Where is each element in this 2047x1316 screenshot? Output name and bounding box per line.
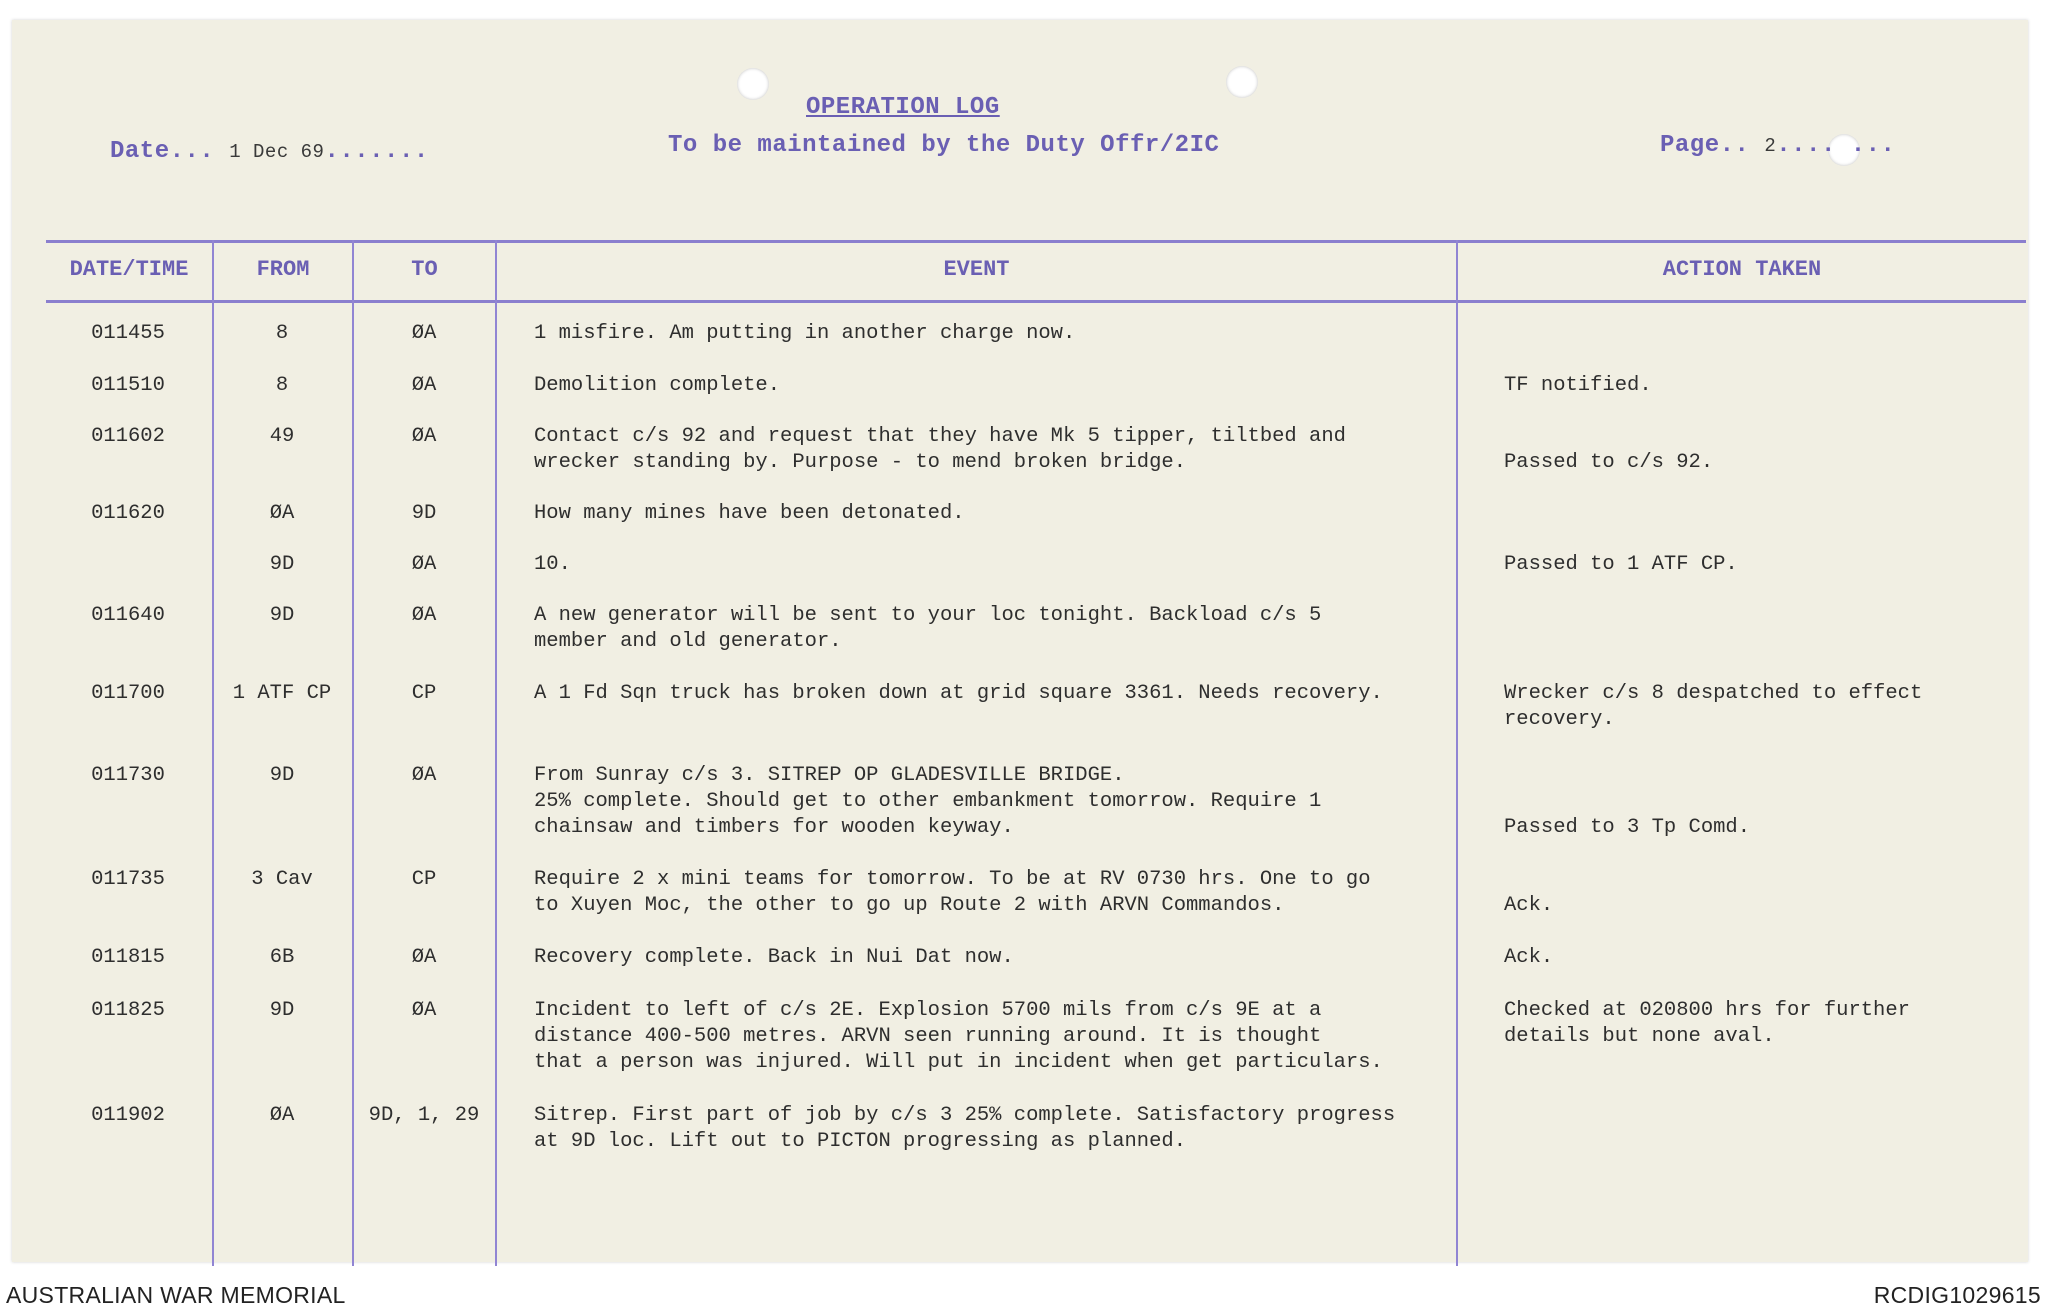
cell-to: ØA — [411, 374, 437, 397]
punch-hole-middle — [1226, 66, 1258, 98]
cell-action: Ack. — [1504, 946, 1554, 969]
page-title: OPERATION LOG — [806, 94, 1000, 121]
column-header-datetime: DATE/TIME — [69, 257, 189, 282]
cell-event: Contact c/s 92 and request that they have Mk 5 tipper, tiltbed and wrecker standing by. Purpose - to mend broken bridge. — [534, 425, 1346, 474]
cell-from: 1 ATF CP — [232, 682, 332, 705]
page-number-field — [1660, 132, 1895, 159]
cell-datetime: 011640 — [91, 604, 165, 627]
date-field — [110, 138, 429, 165]
page-label: Page — [1660, 132, 1720, 159]
cell-datetime: 011735 — [91, 868, 165, 891]
cell-to: ØA — [411, 999, 437, 1022]
cell-to: ØA — [411, 946, 437, 969]
cell-event: 1 misfire. Am putting in another charge now. — [534, 322, 1076, 345]
cell-to: ØA — [411, 322, 437, 345]
cell-event: Sitrep. First part of job by c/s 3 25% complete. Satisfactory progress at 9D loc. Lift out to PICTON progressing as planned. — [534, 1104, 1396, 1153]
cell-action: Passed to 3 Tp Comd. — [1504, 816, 1751, 839]
cell-event: 10. — [534, 553, 571, 576]
date-dots-trailing: ....... — [324, 138, 429, 165]
cell-to: ØA — [411, 425, 437, 448]
cell-action: Checked at 020800 hrs for further details but none aval. — [1504, 999, 1910, 1048]
cell-event: Require 2 x mini teams for tomorrow. To be at RV 0730 hrs. One to go to Xuyen Moc, the other to go up Route 2 with ARVN Commandos. — [534, 868, 1371, 917]
date-label: Date — [110, 138, 170, 165]
cell-datetime: 011815 — [91, 946, 165, 969]
page-subtitle: To be maintained by the Duty Offr/2IC — [668, 132, 1220, 159]
cell-event: From Sunray c/s 3. SITREP OP GLADESVILLE BRIDGE. 25% complete. Should get to other embankment tomorrow. Require 1 chainsaw and timbers for wooden keyway. — [534, 764, 1322, 839]
page-dots: .. — [1719, 132, 1765, 159]
date-value: 1 Dec 69 — [229, 141, 325, 163]
column-header-from: FROM — [256, 257, 310, 282]
cell-from: 49 — [269, 425, 295, 448]
cell-from: ØA — [269, 502, 295, 525]
cell-to: CP — [411, 682, 437, 705]
cell-to: 9D — [411, 502, 437, 525]
cell-from: 8 — [275, 374, 289, 397]
cell-datetime: 011602 — [91, 425, 165, 448]
cell-from: 9D — [269, 999, 295, 1022]
cell-from: 9D — [269, 604, 295, 627]
cell-event: A new generator will be sent to your loc tonight. Backload c/s 5 member and old generator. — [534, 604, 1322, 653]
punch-hole-left — [737, 68, 769, 100]
cell-to: ØA — [411, 764, 437, 787]
cell-action: TF notified. — [1504, 374, 1652, 397]
cell-action: Wrecker c/s 8 despatched to effect recovery. — [1504, 682, 1923, 731]
cell-event: Demolition complete. — [534, 374, 781, 397]
column-header-action: ACTION TAKEN — [1662, 257, 1822, 282]
cell-from: 6B — [269, 946, 295, 969]
cell-datetime: 011510 — [91, 374, 165, 397]
column-header-to: TO — [411, 257, 438, 282]
cell-from: 9D — [269, 764, 295, 787]
cell-from: 8 — [275, 322, 289, 345]
cell-from: ØA — [269, 1104, 295, 1127]
cell-to: ØA — [411, 604, 437, 627]
cell-action: Ack. — [1504, 894, 1554, 917]
column-divider-3 — [495, 240, 497, 1266]
archive-reference: RCDIG1029615 — [1873, 1282, 2041, 1308]
date-dots: ... — [169, 138, 230, 165]
cell-to: CP — [411, 868, 437, 891]
table-top-rule — [46, 240, 2026, 243]
cell-to: ØA — [411, 553, 437, 576]
cell-action: Passed to c/s 92. — [1504, 451, 1714, 474]
cell-datetime: 011455 — [91, 322, 165, 345]
cell-from: 9D — [269, 553, 295, 576]
cell-event: A 1 Fd Sqn truck has broken down at grid square 3361. Needs recovery. — [534, 682, 1383, 705]
cell-event: How many mines have been detonated. — [534, 502, 965, 525]
cell-datetime: 011825 — [91, 999, 165, 1022]
column-header-event: EVENT — [943, 257, 1010, 282]
cell-datetime: 011620 — [91, 502, 165, 525]
page-value: 2 — [1764, 135, 1777, 157]
archive-credit: AUSTRALIAN WAR MEMORIAL — [6, 1282, 346, 1308]
page-dots-trailing: .... ... — [1776, 132, 1896, 159]
cell-from: 3 Cav — [251, 868, 313, 891]
cell-event: Incident to left of c/s 2E. Explosion 5700 mils from c/s 9E at a distance 400-500 metres. ARVN seen running around. It is thought that a person was injured. Will put in incident when get particulars. — [534, 999, 1383, 1074]
cell-datetime: 011730 — [91, 764, 165, 787]
cell-datetime: 011700 — [91, 682, 165, 705]
cell-action: Passed to 1 ATF CP. — [1504, 553, 1738, 576]
cell-event: Recovery complete. Back in Nui Dat now. — [534, 946, 1014, 969]
cell-to: 9D, 1, 29 — [368, 1104, 480, 1127]
table-header-rule — [46, 300, 2026, 303]
cell-datetime: 011902 — [91, 1104, 165, 1127]
